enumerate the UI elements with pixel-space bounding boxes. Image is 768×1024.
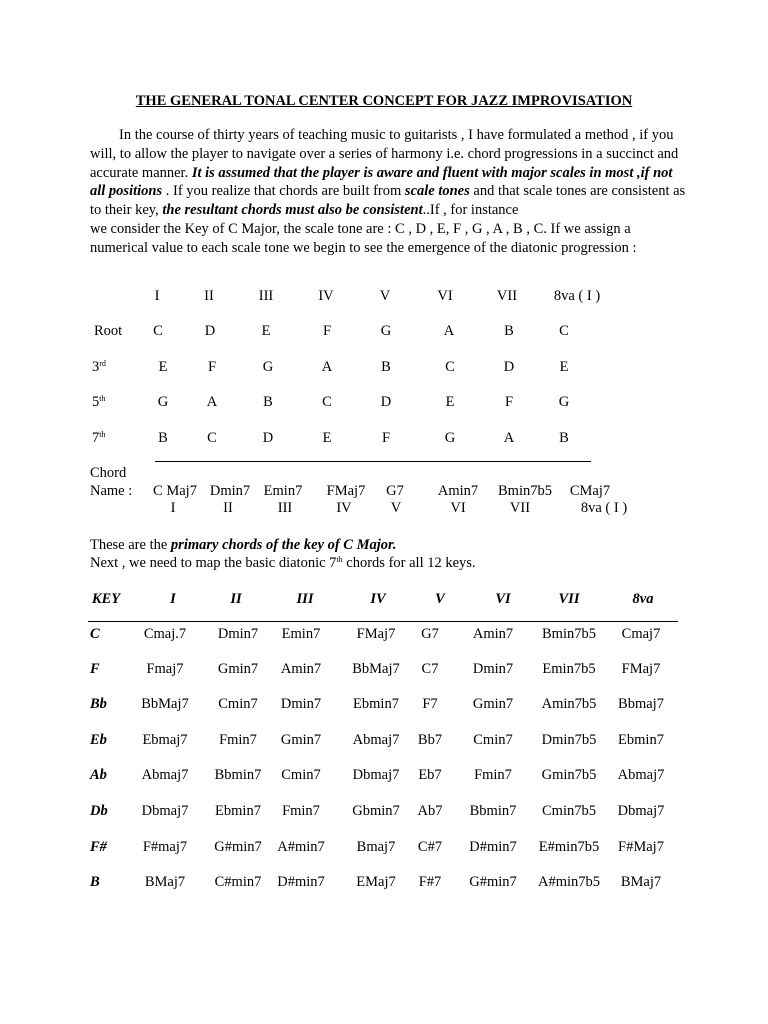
key-chord-cell: G#min7 — [214, 839, 262, 855]
key-chord-cell: F7 — [422, 696, 438, 712]
primary-text: These are the — [90, 537, 171, 553]
tone-row-label — [92, 358, 106, 376]
tone-row-label — [92, 429, 105, 447]
chord-numeral: I — [170, 500, 176, 516]
degree-label: 8va ( I ) — [553, 288, 601, 304]
chord-name: FMaj7 — [326, 483, 366, 499]
key-chord-cell: Cmin7 — [281, 767, 321, 783]
key-chord-cell: BbMaj7 — [352, 661, 400, 677]
key-chord-cell: Ebmin7 — [215, 803, 261, 819]
scale-tone: C — [207, 430, 217, 446]
degree-label: IV — [318, 288, 334, 304]
tone-row-label — [92, 393, 105, 411]
scale-tone: G — [157, 394, 169, 410]
key-chord-cell: Ebmaj7 — [142, 732, 188, 748]
key-chord-cell: A#min7 — [277, 839, 325, 855]
scale-tone: B — [263, 394, 273, 410]
key-chord-cell: F#Maj7 — [618, 839, 664, 855]
scale-tone: F — [381, 430, 391, 446]
degree-label: VII — [496, 288, 518, 304]
scale-tone: B — [559, 430, 569, 446]
scale-tone: D — [380, 394, 392, 410]
intro-emphasis-3: the resultant chords must also be consistent — [162, 202, 423, 219]
key-chord-cell: Gmin7b5 — [541, 767, 597, 783]
chord-name: Emin7 — [263, 483, 303, 499]
divider-line — [155, 461, 591, 462]
chord-numeral: II — [223, 500, 233, 516]
key-chord-cell: BMaj7 — [144, 874, 186, 890]
chord-numeral: VI — [450, 500, 466, 516]
scale-tone: A — [321, 359, 333, 375]
key-label: Db — [90, 803, 108, 819]
key-chord-cell: Fmin7 — [219, 732, 257, 748]
scale-tone: E — [158, 359, 168, 375]
key-chord-cell: C#7 — [417, 839, 443, 855]
key-chord-cell: Bmin7b5 — [542, 626, 596, 642]
scale-tone: B — [158, 430, 168, 446]
scale-tone: C — [445, 359, 455, 375]
chord-name: C Maj7 — [153, 483, 197, 499]
key-chord-cell: Fmaj7 — [146, 661, 184, 677]
key-label: C — [90, 626, 100, 642]
key-chord-cell: A#min7b5 — [537, 874, 601, 890]
key-label: Ab — [90, 767, 107, 783]
chord-name: G7 — [386, 483, 404, 499]
key-table-header-cell: III — [296, 591, 314, 607]
key-chord-cell: Abmaj7 — [141, 767, 189, 783]
chord-name: CMaj7 — [569, 483, 611, 499]
key-table-rule — [88, 621, 678, 622]
key-chord-cell: Fmin7 — [474, 767, 512, 783]
scale-tone: F — [504, 394, 514, 410]
key-table-header-cell: VII — [558, 591, 580, 607]
key-chord-cell: Amin7 — [280, 661, 322, 677]
scale-tone: C — [322, 394, 332, 410]
primary-chords-line — [90, 536, 396, 554]
scale-tone: B — [381, 359, 391, 375]
primary-emphasis: primary chords of the key of C Major. — [170, 537, 397, 553]
scale-tone: E — [559, 359, 569, 375]
key-chord-cell: Bbmin7 — [469, 803, 517, 819]
intro-text-4: ..If , for instance — [422, 202, 519, 219]
scale-tone: G — [444, 430, 456, 446]
key-chord-cell: BbMaj7 — [141, 696, 189, 712]
key-chord-cell: Dmin7 — [217, 626, 259, 642]
key-chord-cell: G7 — [421, 626, 439, 642]
chord-numeral: III — [277, 500, 293, 516]
intro-text — [90, 126, 690, 220]
key-chord-cell: Gmin7 — [472, 696, 514, 712]
scale-tone: C — [153, 323, 163, 339]
key-chord-cell: Eb7 — [418, 767, 442, 783]
scale-tone: E — [261, 323, 271, 339]
key-chord-cell: EMaj7 — [356, 874, 396, 890]
chord-name: Dmin7 — [209, 483, 251, 499]
key-chord-cell: BMaj7 — [620, 874, 662, 890]
scale-tone: G — [262, 359, 274, 375]
key-chord-cell: Abmaj7 — [617, 767, 665, 783]
key-chord-cell: Bmaj7 — [356, 839, 396, 855]
key-chord-cell: Bbmin7 — [214, 767, 262, 783]
scale-tone: D — [503, 359, 515, 375]
key-chord-cell: C#min7 — [214, 874, 262, 890]
key-chord-cell: D#min7 — [277, 874, 325, 890]
scale-tone: C — [559, 323, 569, 339]
key-chord-cell: Emin7b5 — [542, 661, 596, 677]
chord-numeral: 8va ( I ) — [580, 500, 628, 516]
key-chord-cell: Dbmaj7 — [141, 803, 189, 819]
degree-label: VI — [437, 288, 453, 304]
chord-name: Amin7 — [437, 483, 479, 499]
key-chord-cell: Ab7 — [417, 803, 443, 819]
key-chord-cell: F#7 — [418, 874, 442, 890]
chord-label-line2: Name : — [90, 483, 133, 499]
key-chord-cell: C7 — [421, 661, 439, 677]
key-chord-cell: Bbmaj7 — [618, 696, 664, 712]
key-chord-cell: Dmin7b5 — [541, 732, 597, 748]
scale-tone: E — [445, 394, 455, 410]
key-label: F — [90, 661, 100, 677]
scale-tone: A — [206, 394, 218, 410]
key-label: Bb — [90, 696, 107, 712]
key-chord-cell: Gmin7 — [217, 661, 259, 677]
next-text-end: chords for all 12 keys. — [342, 555, 476, 571]
page-title: THE GENERAL TONAL CENTER CONCEPT FOR JAZZ IMPROVISATION — [135, 93, 633, 109]
degree-label: V — [379, 288, 391, 304]
key-chord-cell: Cmaj7 — [621, 626, 661, 642]
tone-row-label-text: Root — [94, 323, 123, 339]
chord-numeral: VII — [509, 500, 531, 516]
key-chord-cell: Gbmin7 — [352, 803, 400, 819]
intro-paragraph — [90, 126, 690, 258]
intro-text-second: we consider the Key of C Major, the scale tone are : C , D , E, F , G , A , B , C. If we assign a numerical value to each scale tone we begin to see the emergence of the diatonic progression : — [90, 220, 637, 256]
scale-tone: G — [558, 394, 570, 410]
key-chord-cell: Dbmaj7 — [352, 767, 400, 783]
key-chord-cell: Amin7b5 — [541, 696, 597, 712]
intro-text-3: and that scale tones are consistent as to their key, — [90, 183, 686, 219]
chord-name: Bmin7b5 — [498, 483, 552, 499]
key-chord-cell: Ebmin7 — [618, 732, 664, 748]
key-table-header-cell: V — [435, 591, 445, 607]
key-chord-cell: Ebmin7 — [353, 696, 399, 712]
tone-row-label-text: 7 — [92, 430, 100, 446]
key-table-header-cell: VI — [495, 591, 511, 607]
key-label: F# — [90, 839, 107, 855]
key-chord-cell: Emin7 — [281, 626, 321, 642]
intro-emphasis-2: scale tones — [404, 183, 470, 200]
key-chord-cell: Cmin7 — [218, 696, 258, 712]
degree-label: II — [204, 288, 214, 304]
chord-label-line1: Chord — [90, 465, 127, 481]
scale-tone: E — [322, 430, 332, 446]
scale-tone: A — [503, 430, 515, 446]
key-chord-cell: G#min7 — [469, 874, 517, 890]
key-chord-cell: FMaj7 — [621, 661, 661, 677]
next-line — [90, 554, 476, 572]
next-text: Next , we need to map the basic diatonic 7 — [90, 555, 337, 571]
key-chord-cell: Amin7 — [472, 626, 514, 642]
degree-label: I — [154, 288, 160, 304]
key-chord-cell: Gmin7 — [280, 732, 322, 748]
key-table-header-cell: IV — [370, 591, 386, 607]
key-table-header-cell: 8va — [632, 591, 654, 607]
key-label: B — [90, 874, 100, 890]
tone-row-label — [94, 322, 122, 340]
degree-label: III — [258, 288, 274, 304]
key-chord-cell: Bb7 — [417, 732, 443, 748]
scale-tone: F — [207, 359, 217, 375]
key-chord-cell: Cmin7 — [473, 732, 513, 748]
key-chord-cell: D#min7 — [469, 839, 517, 855]
scale-tone: D — [262, 430, 274, 446]
key-chord-cell: Dbmaj7 — [617, 803, 665, 819]
tone-row-label-sup: th — [99, 430, 106, 439]
scale-tone: F — [322, 323, 332, 339]
key-table-header-cell: KEY — [91, 591, 121, 607]
scale-tone: B — [504, 323, 514, 339]
key-table-header-cell: I — [170, 591, 176, 607]
indent — [90, 127, 119, 143]
chord-numeral: IV — [336, 500, 352, 516]
key-chord-cell: Fmin7 — [282, 803, 320, 819]
scale-tone: D — [204, 323, 216, 339]
key-label: Eb — [90, 732, 107, 748]
scale-tone: A — [443, 323, 455, 339]
tone-row-label-sup: th — [99, 394, 106, 403]
intro-text-2: . If you realize that chords are built from — [162, 183, 405, 200]
key-chord-cell: Dmin7 — [472, 661, 514, 677]
key-chord-cell: Abmaj7 — [352, 732, 400, 748]
intro-text-1: In the course of thirty years of teaching music to guitarists , I have formulated a method , if you will, to allow the player to navigate over a series of harmony i.e. chord progressions in a succinct and accurate manner. — [90, 127, 679, 181]
next-sup: th — [336, 555, 343, 564]
key-chord-cell: E#min7b5 — [538, 839, 600, 855]
tone-row-label-text: 3 — [92, 359, 100, 375]
key-table-header-cell: II — [230, 591, 242, 607]
tone-row-label-text: 5 — [92, 394, 100, 410]
key-chord-cell: FMaj7 — [356, 626, 396, 642]
tone-row-label-sup: rd — [99, 359, 106, 368]
scale-tone: G — [380, 323, 392, 339]
key-chord-cell: Dmin7 — [280, 696, 322, 712]
chord-numeral: V — [390, 500, 402, 516]
key-chord-cell: F#maj7 — [142, 839, 188, 855]
intro-emphasis-1: It is assumed that the player is aware and fluent with major scales in most ,if not all positions — [90, 164, 673, 200]
key-chord-cell: Cmin7b5 — [542, 803, 596, 819]
key-chord-cell: Cmaj.7 — [143, 626, 187, 642]
